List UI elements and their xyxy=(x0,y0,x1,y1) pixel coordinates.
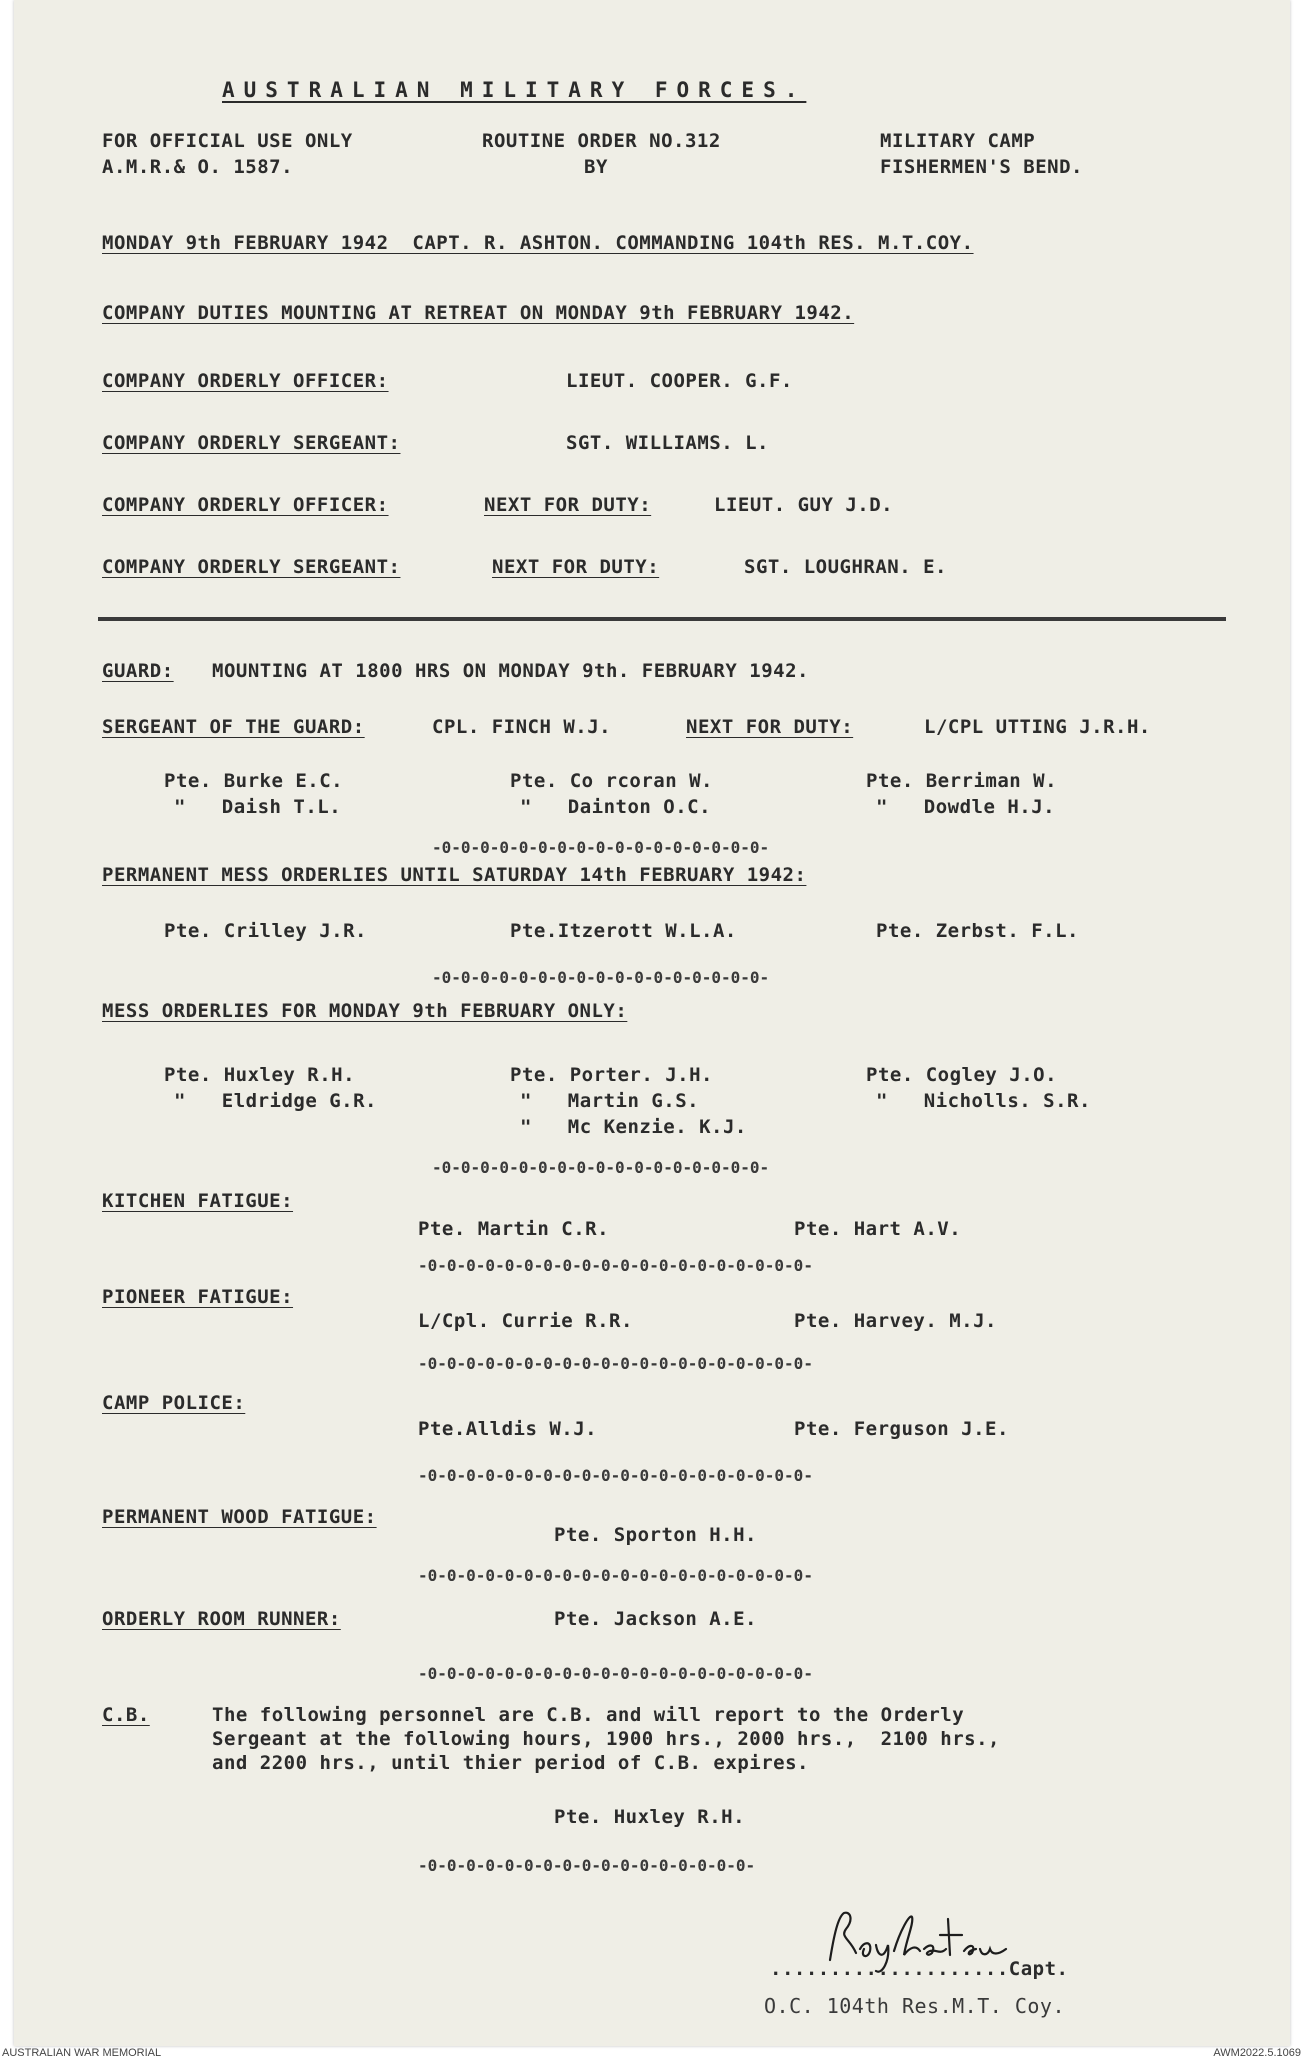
duty-next-4: NEXT FOR DUTY: xyxy=(492,556,660,578)
document-title: AUSTRALIAN MILITARY FORCES. xyxy=(222,78,807,102)
separator: -0-0-0-0-0-0-0-0-0-0-0-0-0-0-0-0-0- xyxy=(418,1856,756,1875)
runner-label: ORDERLY ROOM RUNNER: xyxy=(102,1608,341,1630)
mess-monday-name: " Eldridge G.R. xyxy=(174,1090,377,1112)
header-left-1: FOR OFFICIAL USE ONLY xyxy=(102,130,353,152)
cb-line-1: The following personnel are C.B. and will report to the Orderly xyxy=(212,1704,965,1726)
document-page xyxy=(14,0,1290,2046)
header-center-2: BY xyxy=(584,156,608,178)
duty-label-3: COMPANY ORDERLY OFFICER: xyxy=(102,494,389,516)
header-left-2: A.M.R.& O. 1587. xyxy=(102,156,294,178)
cb-line-2: Sergeant at the following hours, 1900 hrs., 2000 hrs., 2100 hrs., xyxy=(212,1728,1000,1750)
pioneer-name-b: Pte. Harvey. M.J. xyxy=(794,1310,997,1332)
pioneer-label: PIONEER FATIGUE: xyxy=(102,1286,294,1308)
footer-right: AWM2022.5.1069 xyxy=(1213,2047,1301,2059)
cb-name: Pte. Huxley R.H. xyxy=(554,1806,746,1828)
guard-next-label: NEXT FOR DUTY: xyxy=(686,716,854,738)
guard-name: " Dowdle H.J. xyxy=(876,796,1056,818)
mess-monday-name: Pte. Cogley J.O. xyxy=(866,1064,1058,1086)
signature-title: O.C. 104th Res.M.T. Coy. xyxy=(764,1994,1065,2018)
separator: -0-0-0-0-0-0-0-0-0-0-0-0-0-0-0-0-0-0-0-0- xyxy=(418,1354,813,1373)
permanent-mess-heading: PERMANENT MESS ORDERLIES UNTIL SATURDAY 14th FEBRUARY 1942: xyxy=(102,864,807,886)
footer-left: AUSTRALIAN WAR MEMORIAL xyxy=(2,2047,162,2059)
mess-monday-name: " Mc Kenzie. K.J. xyxy=(520,1116,747,1138)
guard-name: Pte. Berriman W. xyxy=(866,770,1058,792)
cb-label: C.B. xyxy=(102,1704,150,1726)
duty-value-4: SGT. LOUGHRAN. E. xyxy=(744,556,947,578)
duty-label-2: COMPANY ORDERLY SERGEANT: xyxy=(102,432,401,454)
kitchen-name-b: Pte. Hart A.V. xyxy=(794,1218,962,1240)
duties-heading: COMPANY DUTIES MOUNTING AT RETREAT ON MONDAY 9th FEBRUARY 1942. xyxy=(102,302,855,324)
pioneer-name-a: L/Cpl. Currie R.R. xyxy=(418,1310,633,1332)
guard-name: " Daish T.L. xyxy=(174,796,342,818)
signature-line: ....................Capt. xyxy=(770,1958,1069,1980)
duty-label-1: COMPANY ORDERLY OFFICER: xyxy=(102,370,389,392)
mess-name: Pte. Crilley J.R. xyxy=(164,920,367,942)
guard-sergeant-label: SERGEANT OF THE GUARD: xyxy=(102,716,365,738)
runner-name: Pte. Jackson A.E. xyxy=(554,1608,757,1630)
mess-name: Pte. Zerbst. F.L. xyxy=(876,920,1079,942)
mess-monday-name: " Nicholls. S.R. xyxy=(876,1090,1091,1112)
separator: -0-0-0-0-0-0-0-0-0-0-0-0-0-0-0-0-0-0-0-0- xyxy=(418,1256,813,1275)
header-right-2: FISHERMEN'S BEND. xyxy=(880,156,1083,178)
duty-label-4: COMPANY ORDERLY SERGEANT: xyxy=(102,556,401,578)
duty-value-3: LIEUT. GUY J.D. xyxy=(714,494,894,516)
duty-value-2: SGT. WILLIAMS. L. xyxy=(566,432,769,454)
header-right-1: MILITARY CAMP xyxy=(880,130,1036,152)
header-center-1: ROUTINE ORDER NO.312 xyxy=(482,130,721,152)
guard-name: Pte. Burke E.C. xyxy=(164,770,344,792)
guard-next-value: L/CPL UTTING J.R.H. xyxy=(924,716,1151,738)
separator: -0-0-0-0-0-0-0-0-0-0-0-0-0-0-0-0-0- xyxy=(432,838,770,857)
guard-name: " Dainton O.C. xyxy=(520,796,712,818)
kitchen-name-a: Pte. Martin C.R. xyxy=(418,1218,610,1240)
mess-monday-name: Pte. Huxley R.H. xyxy=(164,1064,356,1086)
guard-label: GUARD: xyxy=(102,660,174,682)
wood-label: PERMANENT WOOD FATIGUE: xyxy=(102,1506,377,1528)
duty-next-3: NEXT FOR DUTY: xyxy=(484,494,652,516)
guard-sergeant-value: CPL. FINCH W.J. xyxy=(432,716,612,738)
guard-name: Pte. Co rcoran W. xyxy=(510,770,713,792)
separator: -0-0-0-0-0-0-0-0-0-0-0-0-0-0-0-0-0- xyxy=(432,968,770,987)
cb-line-3: and 2200 hrs., until thier period of C.B. expires. xyxy=(212,1752,809,1774)
police-name-a: Pte.Alldis W.J. xyxy=(418,1418,598,1440)
separator: -0-0-0-0-0-0-0-0-0-0-0-0-0-0-0-0-0-0-0-0- xyxy=(418,1664,813,1683)
separator: -0-0-0-0-0-0-0-0-0-0-0-0-0-0-0-0-0-0-0-0- xyxy=(418,1566,813,1585)
horizontal-rule xyxy=(98,617,1226,621)
guard-text: MOUNTING AT 1800 HRS ON MONDAY 9th. FEBRUARY 1942. xyxy=(212,660,809,682)
mess-monday-name: Pte. Porter. J.H. xyxy=(510,1064,713,1086)
separator: -0-0-0-0-0-0-0-0-0-0-0-0-0-0-0-0-0-0-0-0- xyxy=(418,1466,813,1485)
police-name-b: Pte. Ferguson J.E. xyxy=(794,1418,1009,1440)
wood-name: Pte. Sporton H.H. xyxy=(554,1524,757,1546)
mess-monday-heading: MESS ORDERLIES FOR MONDAY 9th FEBRUARY ONLY: xyxy=(102,1000,628,1022)
duty-value-1: LIEUT. COOPER. G.F. xyxy=(566,370,793,392)
police-label: CAMP POLICE: xyxy=(102,1392,246,1414)
separator: -0-0-0-0-0-0-0-0-0-0-0-0-0-0-0-0-0- xyxy=(432,1158,770,1177)
kitchen-label: KITCHEN FATIGUE: xyxy=(102,1190,294,1212)
mess-name: Pte.Itzerott W.L.A. xyxy=(510,920,737,942)
date-line: MONDAY 9th FEBRUARY 1942 CAPT. R. ASHTON. COMMANDING 104th RES. M.T.COY. xyxy=(102,232,974,254)
mess-monday-name: " Martin G.S. xyxy=(520,1090,700,1112)
